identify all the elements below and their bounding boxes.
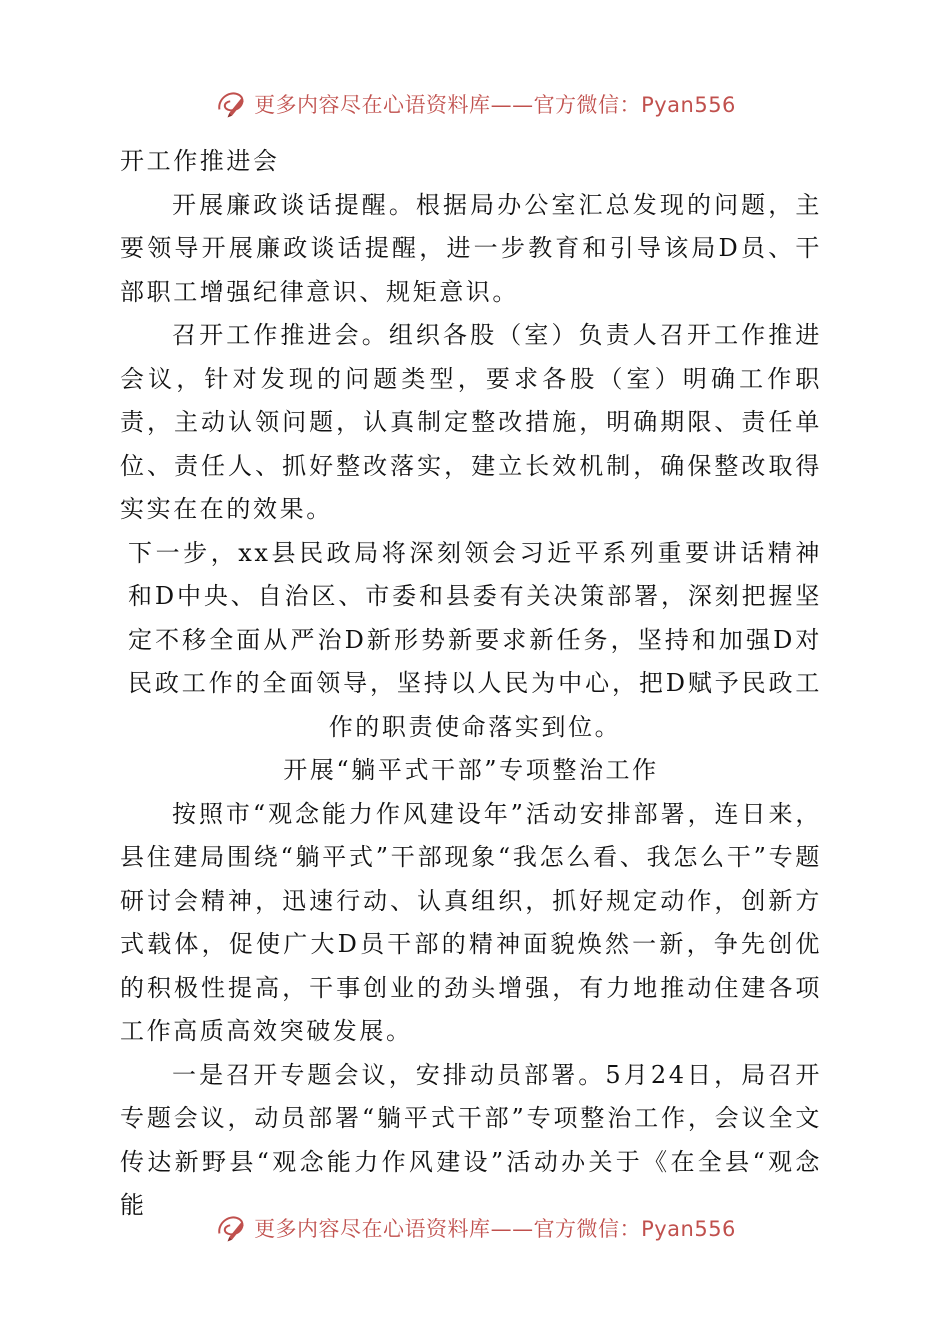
header-brand: 更多内容尽在心语资料库 (254, 93, 491, 117)
pen-swirl-logo-icon (214, 1210, 250, 1246)
footer-wechat-id: Pyan556 (641, 1217, 736, 1241)
footer-banner (0, 1208, 950, 1248)
footer-brand: 更多内容尽在心语资料库 (254, 1217, 491, 1241)
section-title: 开展“躺平式干部”专项整治工作 (283, 756, 659, 784)
paragraph: 按照市“观念能力作风建设年”活动安排部署，连日来，县住建局围绕“躺平式”干部现象“我怎么看、我怎么干”专题研讨会精神，迅速行动、认真组织，抓好规定动作，创新方式载体，促使广大D员干部的精神面貌焕然一新，争先创优的积极性提高，干事创业的劲头增强，有力地推动住建各项工作高质高效突破发展。 (120, 799, 822, 1045)
header-banner-text (254, 89, 736, 119)
pen-swirl-logo-icon (214, 86, 250, 122)
footer-separator: —— (490, 1217, 534, 1241)
footer-wechat-label: 官方微信： (533, 1217, 642, 1241)
header-wechat-id: Pyan556 (641, 93, 736, 117)
paragraph-closing: 下一步，xx县民政局将深刻领会习近平系列重要讲话精神和D中央、自治区、市委和县委有关决策部署，深刻把握坚定不移全面从严治D新形势新要求新任务，坚持和加强D对民政工作的全面领导，坚持以人民为中心，把D赋予民政工作的职责使命落实到位。 (128, 538, 822, 741)
paragraph: 一是召开专题会议，安排动员部署。5月24日，局召开专题会议，动员部署“躺平式干部”专项整治工作，会议全文传达新野县“观念能力作风建设”活动办关于《在全县“观念能 (120, 1060, 822, 1219)
paragraph: 召开工作推进会。组织各股（室）负责人召开工作推进会议，针对发现的问题类型，要求各股（室）明确工作职责，主动认领问题，认真制定整改措施，明确期限、责任单位、责任人、抓好整改落实，建立长效机制，确保整改取得实实在在的效果。 (120, 321, 822, 523)
header-banner (0, 84, 950, 124)
paragraph: 开展廉政谈话提醒。根据局办公室汇总发现的问题，主要领导开展廉政谈话提醒，进一步教育和引导该局D员、干部职工增强纪律意识、规矩意识。 (120, 190, 822, 306)
document-body (120, 140, 822, 1228)
footer-banner-text (254, 1213, 736, 1243)
header-separator: —— (490, 93, 534, 117)
header-wechat-label: 官方微信： (533, 93, 642, 117)
paragraph-continuation: 开工作推进会 (120, 147, 280, 175)
